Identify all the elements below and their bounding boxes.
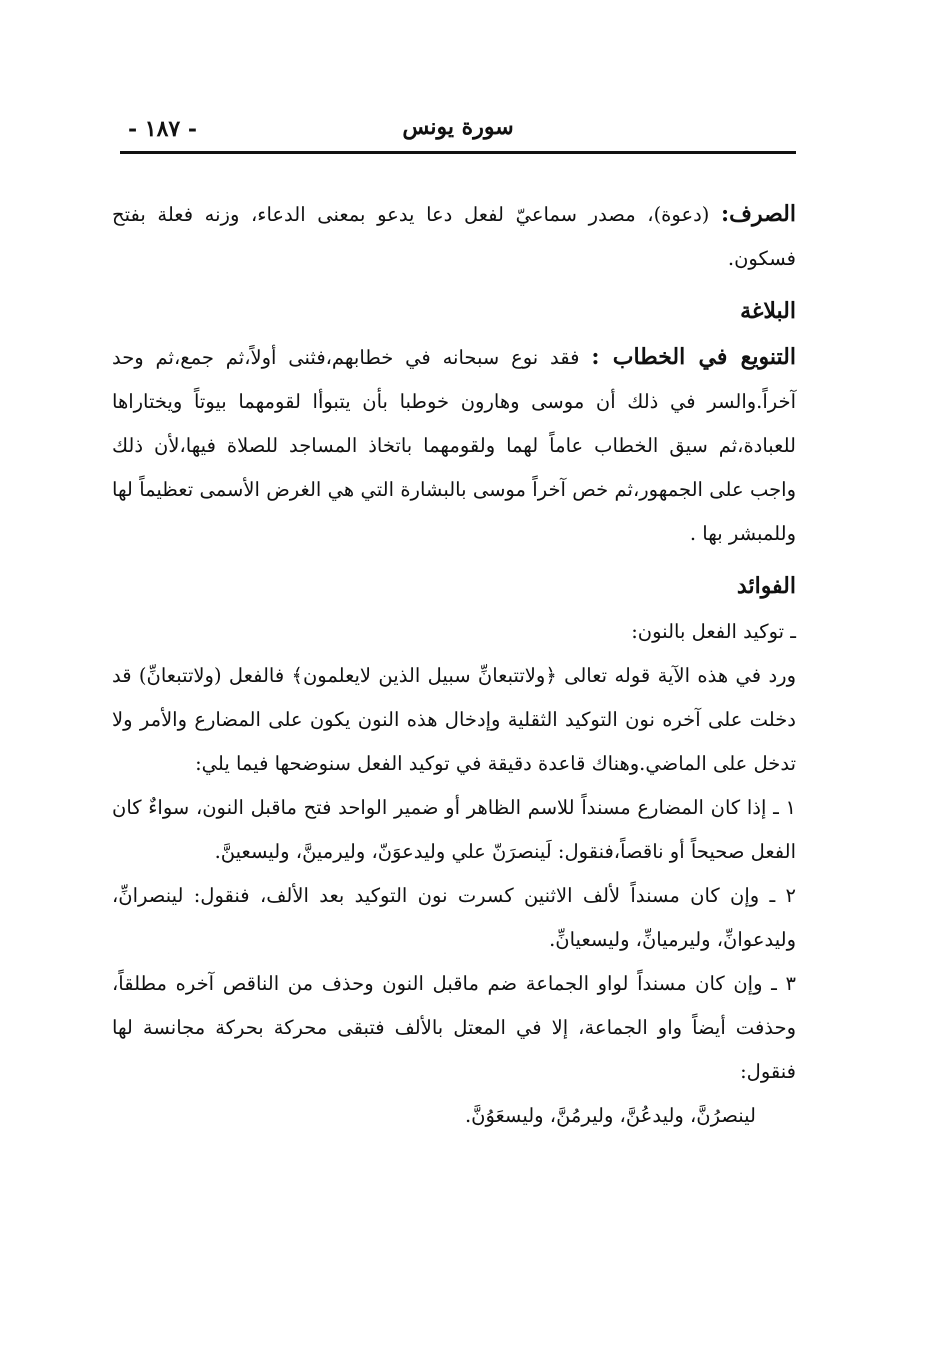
fawaid-subheading: ـ توكيد الفعل بالنون: <box>631 620 796 643</box>
rule-item: ١ ـ إذا كان المضارع مسنداً للاسم الظاهر أو ضمير الواحد فتح ماقبل النون، سواءٌ كان الفعل صحيحاً أو ناقصاً،فنقول: لَينصرَنّ علي وليدعوَنّ، وليرمينَّ، وليسعينَّ. <box>112 796 796 863</box>
balagha-paragraph <box>112 335 796 556</box>
page-number: - ١٨٧ - <box>128 116 198 142</box>
surah-title: سورة يونس <box>402 114 514 140</box>
fawaid-intro: ورد في هذه الآية قوله تعالى ﴿ولاتتبعانِّ سبيل الذين لايعلمون﴾ فالفعل (ولاتتبعانِّ) قد دخلت على آخره نون التوكيد الثقلية وإدخال هذه النون يكون على المضارع والأمر ولا تدخل على الماضي.وهناك قاعدة دقيقة في توكيد الفعل سنوضحها فيما يلي: <box>112 664 796 775</box>
rule-item: ٢ ـ وإن كان مسنداً لألف الاثنين كسرت نون التوكيد بعد الألف، فنقول: لينصرانِّ، وليدعوانِّ، وليرميانِّ، وليسعيانِّ. <box>112 884 796 951</box>
page-body <box>112 192 796 1138</box>
sarf-lead: الصرف: <box>721 201 796 227</box>
balagha-text: فقد نوع سبحانه في خطابهم،فثنى أولاً،ثم جمع،ثم وحد آخراً.والسر في ذلك أن موسى وهارون خوطبا بأن يتبوأا لقومهما بيوتاً ويختاراها للعبادة،ثم سيق الخطاب عاماً لهما ولقومهما باتخاذ المساجد للصلاة فيها،لأن ذلك واجب على الجمهور،ثم خص آخراً موسى بالبشارة التي هي الغرض الأسمى تعظيماً لها وللمبشر بها . <box>112 346 796 545</box>
example-line: لينصرُنَّ، وليدعُنَّ، وليرمُنَّ، وليسعَوُنَّ. <box>464 1104 756 1127</box>
header-rule <box>120 151 796 154</box>
sarf-text: (دعوة)، مصدر سماعيّ لفعل دعا يدعو بمعنى الدعاء، وزنه فعلة بفتح فسكون. <box>112 203 796 270</box>
sarf-paragraph <box>112 192 796 281</box>
balagha-lead: التنويع في الخطاب : <box>591 344 796 370</box>
rule-item: ٣ ـ وإن كان مسنداً لواو الجماعة ضم ماقبل النون وحذف من الناقص آخره مطلقاً، وحذفت أيضاً واو الجماعة، إلا في المعتل بالألف فتبقى محركة بحركة مجانسة لها فنقول: <box>112 972 796 1083</box>
page-header <box>120 108 796 154</box>
balagha-heading: البلاغة <box>740 298 796 324</box>
fawaid-heading: الفوائد <box>736 573 796 599</box>
